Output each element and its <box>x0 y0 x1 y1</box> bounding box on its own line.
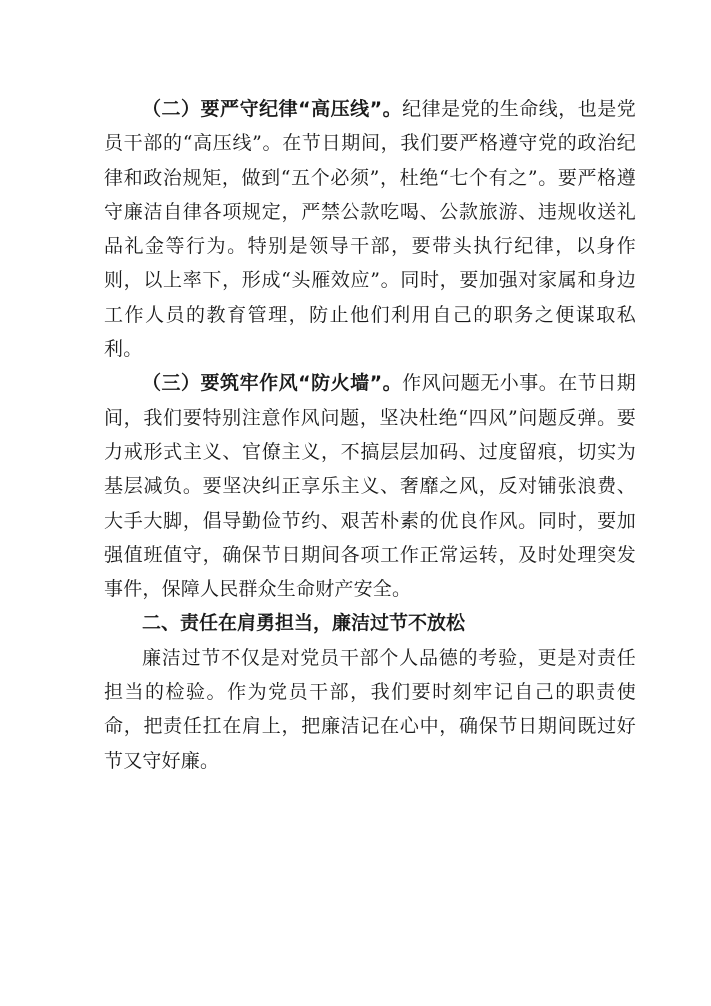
closing-paragraph: 廉洁过节不仅是对党员干部个人品德的考验，更是对责任担当的检验。作为党员干部，我们要时刻牢记自己的职责使命，把责任扛在肩上，把廉洁记在心中，确保节日期间既过好节又守好廉。 <box>104 646 636 772</box>
paragraph-body-discipline: 纪律是党的生命线，也是党员干部的“高压线”。在节日期间，我们要严格遵守党的政治纪律和政治规矩，做到“五个必须”，杜绝“七个有之”。要严格遵守廉洁自律各项规定，严禁公款吃喝、公款旅游、违规收送礼品礼金等行为。特别是领导干部，要带头执行纪律，以身作则，以上率下，形成“头雁效应”。同时，要加强对家属和身边工作人员的教育管理，防止他们利用自己的职务之便谋取私利。 <box>104 98 636 361</box>
paragraph-lead-style: （三）要筑牢作风“防火墙”。 <box>142 372 403 395</box>
section-heading: 二、责任在肩勇担当，廉洁过节不放松 <box>142 612 466 635</box>
paragraph-discipline <box>104 92 636 366</box>
paragraph-style <box>104 366 636 606</box>
paragraph-lead-discipline: （二）要严守纪律“高压线”。 <box>142 98 403 120</box>
paragraph-body-style: 作风问题无小事。在节日期间，我们要特别注意作风问题，坚决杜绝“四风”问题反弹。要力戒形式主义、官僚主义，不搞层层加码、过度留痕，切实为基层减负。要坚决纠正享乐主义、奢靡之风，反对铺张浪费、大手大脚，倡导勤俭节约、艰苦朴素的优良作风。同时，要加强值班值守，确保节日期间各项工作正常运转，及时处理突发事件，保障人民群众生命财产安全。 <box>104 372 636 601</box>
document-page <box>104 92 636 778</box>
